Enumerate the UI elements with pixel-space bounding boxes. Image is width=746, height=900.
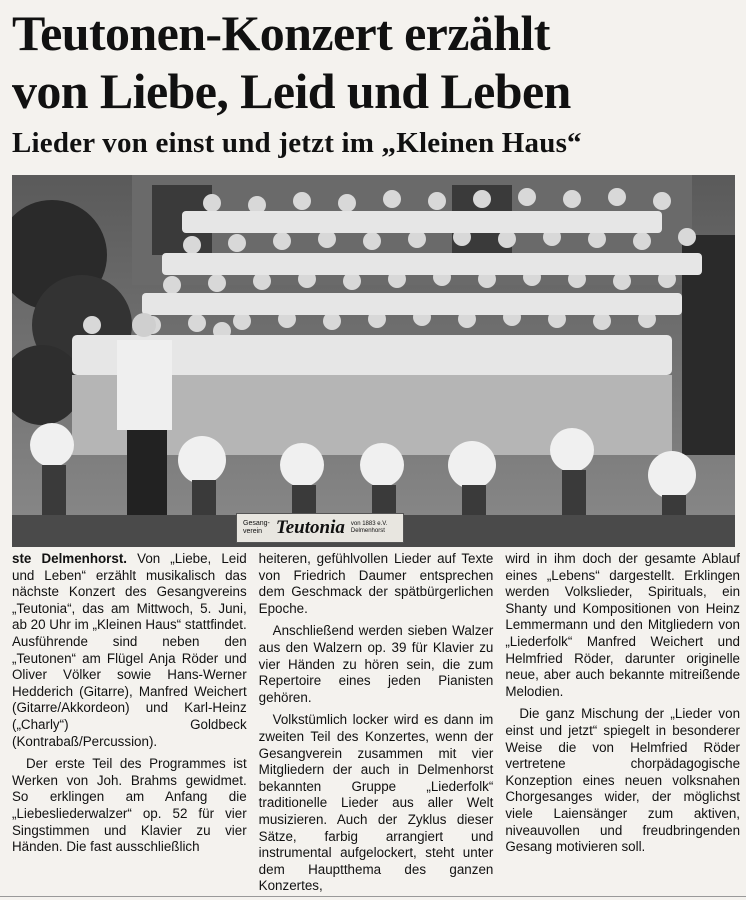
headline-line-2: von Liebe, Leid und Leben [12,63,571,119]
subheadline: Lieder von einst und jetzt im „Kleinen Haus“ [12,127,582,159]
paragraph-text: Von „Liebe, Leid und Leben“ erzählt musikalisch das nächste Konzert des Gesangvereins „Teutonia“, das am Mittwoch, 5. Juni, ab 20 Uhr im „Kleinen Haus“ stattfindet. Ausführende sind neben den „Teutonen“ am Flügel Anja Röder und Oliver Völker sowie Hans-Werner Hedderich (Gitarre), Manfred Weichert (Gitarre/Akkordeon) und Karl-Heinz („Charly“) Goldbeck (Kontrabaß/Percussion). [12,551,247,749]
article-column-1 [12,551,247,891]
article-body [12,551,741,894]
teutonia-banner [236,513,404,543]
article-column-2 [258,551,494,894]
banner-left-text: Gesang-verein [243,520,270,535]
headline-line-1: Teutonen-Konzert erzählt [12,5,550,61]
choir-photo-image [12,175,735,547]
banner-right-text: von 1883 e.V. Delmenhorst [350,521,388,534]
article-column-3 [505,551,740,891]
paragraph: Der erste Teil des Programmes ist Werken von Joh. Brahms gewidmet. So erklingen am Anfang die „Liebesliederwalzer“ op. 52 für vier Singstimmen und Klavier zu vier Händen. Die fast ausschließlich [12,756,247,855]
paragraph [12,551,247,750]
choir-photo [12,175,735,547]
paragraph: Anschließend werden sieben Walzer aus den Walzern op. 39 für Klavier zu vier Händen zu hören sein, die zum Repertoire eines jeden Pianisten gehören. [258,623,494,705]
bottom-rule [0,896,746,897]
dateline: ste Delmenhorst. [12,551,128,566]
paragraph: Die ganz Mischung der „Lieder von einst und jetzt“ spiegelt in besonderer Weise die von Helmfried Röder vertretene chorpädagogische Konzeption eines neuen volksnahen Chorgesanges wider, der möglichst viele Laiensänger zum aktiven, niveauvollen und freudbringenden Gesang motivieren soll. [505,706,741,855]
headline [12,4,740,120]
banner-logo: Teutonia [275,517,345,538]
paragraph: heiteren, gefühlvollen Lieder auf Texte von Friedrich Daumer entsprechen dem Geschmack der spätbürgerlichen Epoche. [258,551,494,616]
paragraph: Volkstümlich locker wird es dann im zweiten Teil des Konzertes, wenn der Gesangverein zusammen mit vier Mitgliedern der auch in Delmenhorst bekannten Gruppe „Liederfolk“ traditionelle Lieder aus aller Welt musizieren. Auch der Zyklus dieser Sätze, farbig arrangiert und instrumental aufgelockert, steht unter dem Hauptthema des ganzen Konzertes, [258,712,494,894]
paragraph: wird in ihm doch der gesamte Ablauf eines „Lebens“ dargestellt. Erklingen werden Volkslieder, Spirituals, ein Shanty und Kompositionen von Heinz Lemmermann und den Mitgliedern von „Liederfolk“ Manfred Weichert und Helmfried Röder, darunter originelle neue, aber auch bekannte mitreißende Melodien. [505,551,741,699]
